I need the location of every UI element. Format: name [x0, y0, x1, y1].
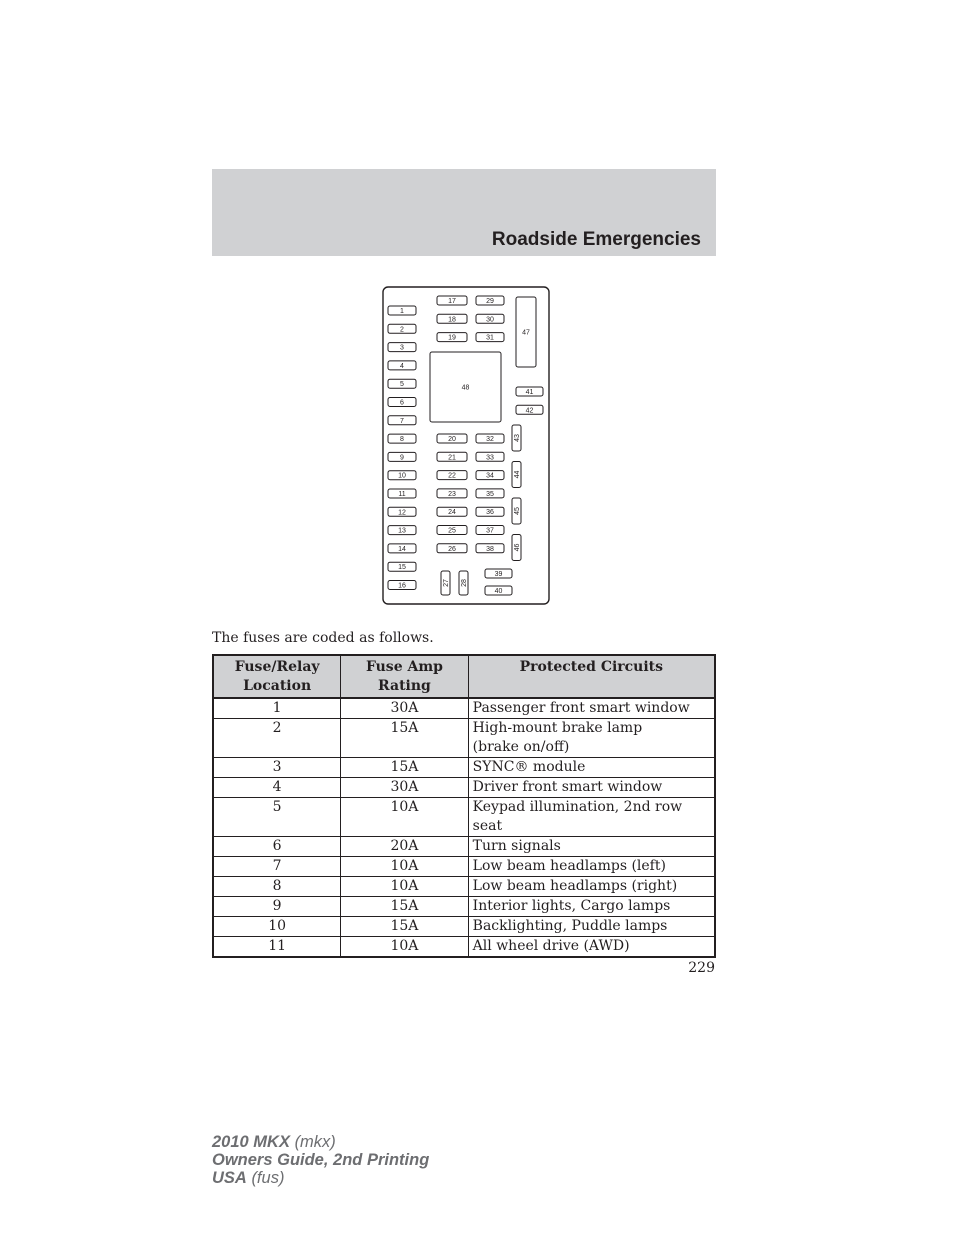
fuse-slot-label: 29 [486, 298, 494, 305]
fuse-slot-label: 28 [461, 579, 468, 587]
protected-circuit-text: Turn signals [472, 838, 561, 854]
protected-circuit-text: All wheel drive (AWD) [472, 938, 630, 954]
fuse-slot [437, 333, 467, 342]
fuse-amp-cell: 10A [341, 937, 468, 958]
fuse-slot [476, 434, 504, 443]
fuse-slot-label: 12 [398, 509, 406, 517]
fuse-location-cell: 9 [213, 897, 341, 917]
table-row [213, 837, 715, 857]
protected-circuit-cell [468, 837, 715, 857]
header-location-line2: Location [243, 678, 312, 694]
fuse-slot-label: 10 [398, 472, 406, 480]
footer-market-code: (fus) [251, 1169, 285, 1187]
fuse-slot [485, 586, 512, 595]
fuse-slot [516, 297, 536, 367]
fuse-slot [516, 387, 543, 396]
fuse-slot-label: 4 [400, 362, 404, 370]
fuse-slot-label: 23 [448, 490, 456, 498]
fuse-slot-label: 33 [486, 454, 494, 462]
protected-circuit-text: Backlighting, Puddle lamps [472, 918, 668, 934]
footer-line1 [212, 1133, 429, 1151]
fuse-location-cell: 8 [213, 877, 341, 897]
fuse-slot-label: 38 [486, 545, 494, 553]
protected-circuit-cell [468, 917, 715, 937]
fuse-slot [388, 452, 416, 461]
fuse-slot-label: 30 [486, 316, 494, 324]
fuse-slot-label: 41 [525, 389, 534, 396]
protected-circuit-text: Driver front smart window [472, 779, 663, 795]
fuse-slot [476, 489, 504, 498]
protected-circuit-cell [468, 698, 715, 719]
fuse-slot [388, 361, 416, 370]
table-row [213, 778, 715, 798]
section-title: Roadside Emergencies [491, 229, 701, 250]
protected-circuit-text: Passenger front smart window [472, 700, 690, 716]
fuse-slot-label: 5 [400, 381, 404, 389]
fuse-slot [512, 462, 521, 488]
fuse-location-cell: 6 [213, 837, 341, 857]
header-location-line1: Fuse/Relay [234, 659, 320, 675]
fuse-amp-cell: 10A [341, 798, 468, 837]
fuse-slot-label: 35 [486, 490, 494, 498]
fuse-slot-label: 16 [398, 582, 406, 590]
fuse-slot-label: 2 [400, 326, 404, 334]
header-protected-circuits: Protected Circuits [468, 655, 715, 698]
fuse-slot [516, 405, 543, 414]
fuse-slot-label: 8 [400, 436, 404, 444]
fuse-slot-label: 25 [448, 527, 456, 535]
fuse-table [212, 654, 716, 958]
fuse-slot-label: 18 [448, 316, 456, 324]
fuse-slot [476, 452, 504, 461]
fuse-amp-cell: 30A [341, 698, 468, 719]
footer-market: USA [212, 1169, 247, 1187]
fuse-amp-cell: 20A [341, 837, 468, 857]
fuse-slot-label: 34 [486, 472, 494, 480]
protected-circuit-cell [468, 857, 715, 877]
fuse-slot-label: 19 [448, 334, 456, 342]
fuse-location-cell: 3 [213, 758, 341, 778]
fuse-slot [437, 507, 467, 516]
protected-circuit-text: High-mount brake lamp [472, 720, 643, 736]
fuse-slot [388, 306, 416, 315]
protected-circuit-cell [468, 877, 715, 897]
table-row [213, 877, 715, 897]
header-amp-line1: Fuse Amp [365, 659, 443, 675]
fuse-slot-label: 20 [448, 436, 456, 443]
fuse-slot-label: 14 [398, 545, 406, 553]
fuse-table-header-row [213, 655, 715, 698]
fuse-slot [476, 526, 504, 535]
fuse-slot [437, 544, 467, 553]
fuse-slot [388, 526, 416, 535]
fuse-slot-label: 39 [494, 571, 503, 578]
fuse-amp-cell: 30A [341, 778, 468, 798]
protected-circuit-cell [468, 778, 715, 798]
fuse-amp-cell: 15A [341, 758, 468, 778]
fuse-slot-label: 26 [448, 545, 456, 553]
fuse-slot [459, 571, 468, 595]
fuse-slot-label: 42 [525, 407, 534, 415]
fuse-location-cell: 4 [213, 778, 341, 798]
protected-circuit-cell [468, 937, 715, 958]
table-row [213, 698, 715, 719]
fuse-slot-label: 21 [448, 454, 456, 462]
fuse-slot-label: 44 [514, 470, 521, 479]
protected-circuit-text: SYNC® module [472, 759, 586, 775]
fuse-slot [388, 343, 416, 352]
table-row [213, 798, 715, 837]
fuse-slot-label: 17 [448, 298, 456, 305]
fuse-slot [441, 571, 450, 595]
table-row [213, 897, 715, 917]
fuse-slot-label: 1 [400, 308, 404, 315]
fuse-slot-label: 36 [486, 509, 494, 517]
fuse-slot-label: 37 [486, 527, 494, 535]
fuse-panel-diagram [380, 285, 552, 607]
protected-circuit-text: Low beam headlamps (left) [472, 858, 666, 874]
fuse-slot [476, 507, 504, 516]
protected-circuit-cell [468, 897, 715, 917]
fuse-slot [437, 452, 467, 461]
fuse-slot [437, 314, 467, 323]
protected-circuit-text-line2: (brake on/off) [472, 739, 570, 755]
intro-text: The fuses are coded as follows. [212, 630, 434, 646]
fuse-location-cell: 10 [213, 917, 341, 937]
fuse-slot [430, 352, 501, 422]
footer-line3 [212, 1169, 429, 1187]
fuse-slot-label: 45 [514, 507, 521, 515]
header-location [213, 655, 341, 698]
fuse-slot [388, 398, 416, 407]
protected-circuit-text: Interior lights, Cargo lamps [472, 898, 671, 914]
section-header-band [212, 169, 716, 256]
fuse-slot [437, 434, 467, 443]
fuse-slot [388, 489, 416, 498]
page-number: 229 [688, 960, 715, 976]
fuse-amp-cell: 10A [341, 857, 468, 877]
fuse-slot-label: 31 [486, 334, 494, 342]
fuse-slot [476, 333, 504, 342]
footer-line2 [212, 1151, 429, 1169]
fuse-slot-label: 11 [398, 491, 406, 498]
fuse-slot [388, 562, 416, 571]
fuse-amp-cell: 10A [341, 877, 468, 897]
fuse-location-cell: 11 [213, 937, 341, 958]
fuse-slot [388, 379, 416, 388]
fuse-slot-label: 24 [448, 509, 456, 517]
fuse-location-cell: 5 [213, 798, 341, 837]
fuse-slot [388, 581, 416, 590]
fuse-slot [388, 507, 416, 516]
fuse-slot [437, 471, 467, 480]
fuse-slot-label: 7 [400, 417, 404, 425]
fuse-slot-label: 48 [461, 384, 470, 392]
fuse-slot-label: 22 [448, 472, 456, 480]
header-amp-rating [341, 655, 468, 698]
fuse-slot [437, 489, 467, 498]
footer-edition-info [212, 1133, 429, 1187]
fuse-slot-label: 13 [398, 527, 406, 535]
fuse-slot [388, 471, 416, 480]
fuse-slot-label: 27 [443, 579, 450, 587]
fuse-slot [476, 314, 504, 323]
fuse-slot [437, 296, 467, 305]
fuse-location-cell: 7 [213, 857, 341, 877]
fuse-location-cell: 1 [213, 698, 341, 719]
fuse-slot [476, 471, 504, 480]
fuse-slot-label: 6 [400, 399, 404, 407]
fuse-slot [388, 324, 416, 333]
protected-circuit-text: Keypad illumination, 2nd row seat [472, 799, 683, 834]
protected-circuit-text: Low beam headlamps (right) [472, 878, 678, 894]
fuse-slot [388, 416, 416, 425]
table-row [213, 917, 715, 937]
table-row [213, 758, 715, 778]
fuse-slot [437, 526, 467, 535]
fuse-amp-cell: 15A [341, 897, 468, 917]
fuse-amp-cell: 15A [341, 719, 468, 758]
fuse-slot [512, 498, 521, 524]
protected-circuit-cell [468, 758, 715, 778]
fuse-slot [476, 296, 504, 305]
protected-circuit-cell [468, 719, 715, 758]
header-amp-line2: Rating [378, 678, 431, 694]
table-row [213, 719, 715, 758]
fuse-slot-label: 32 [486, 436, 494, 443]
fuse-slot [388, 434, 416, 443]
fuse-slot [476, 544, 504, 553]
protected-circuit-cell [468, 798, 715, 837]
fuse-slot-label: 9 [400, 454, 404, 462]
table-row [213, 937, 715, 958]
fuse-slot [388, 544, 416, 553]
fuse-slot [512, 535, 521, 561]
fuse-slot-label: 46 [514, 543, 521, 552]
table-row [213, 857, 715, 877]
fuse-amp-cell: 15A [341, 917, 468, 937]
fuse-slot-label: 47 [522, 329, 530, 337]
footer-printing: Owners Guide, 2nd Printing [212, 1151, 430, 1169]
footer-model-code: (mkx) [294, 1133, 336, 1151]
fuse-slot-label: 40 [494, 588, 503, 595]
fuse-slot-label: 43 [514, 434, 521, 442]
fuse-slot-label: 3 [400, 344, 404, 352]
fuse-slot-label: 15 [398, 564, 406, 572]
fuse-slot [512, 425, 521, 451]
fuse-slot [485, 569, 512, 578]
footer-model: 2010 MKX [212, 1133, 290, 1151]
fuse-location-cell: 2 [213, 719, 341, 758]
